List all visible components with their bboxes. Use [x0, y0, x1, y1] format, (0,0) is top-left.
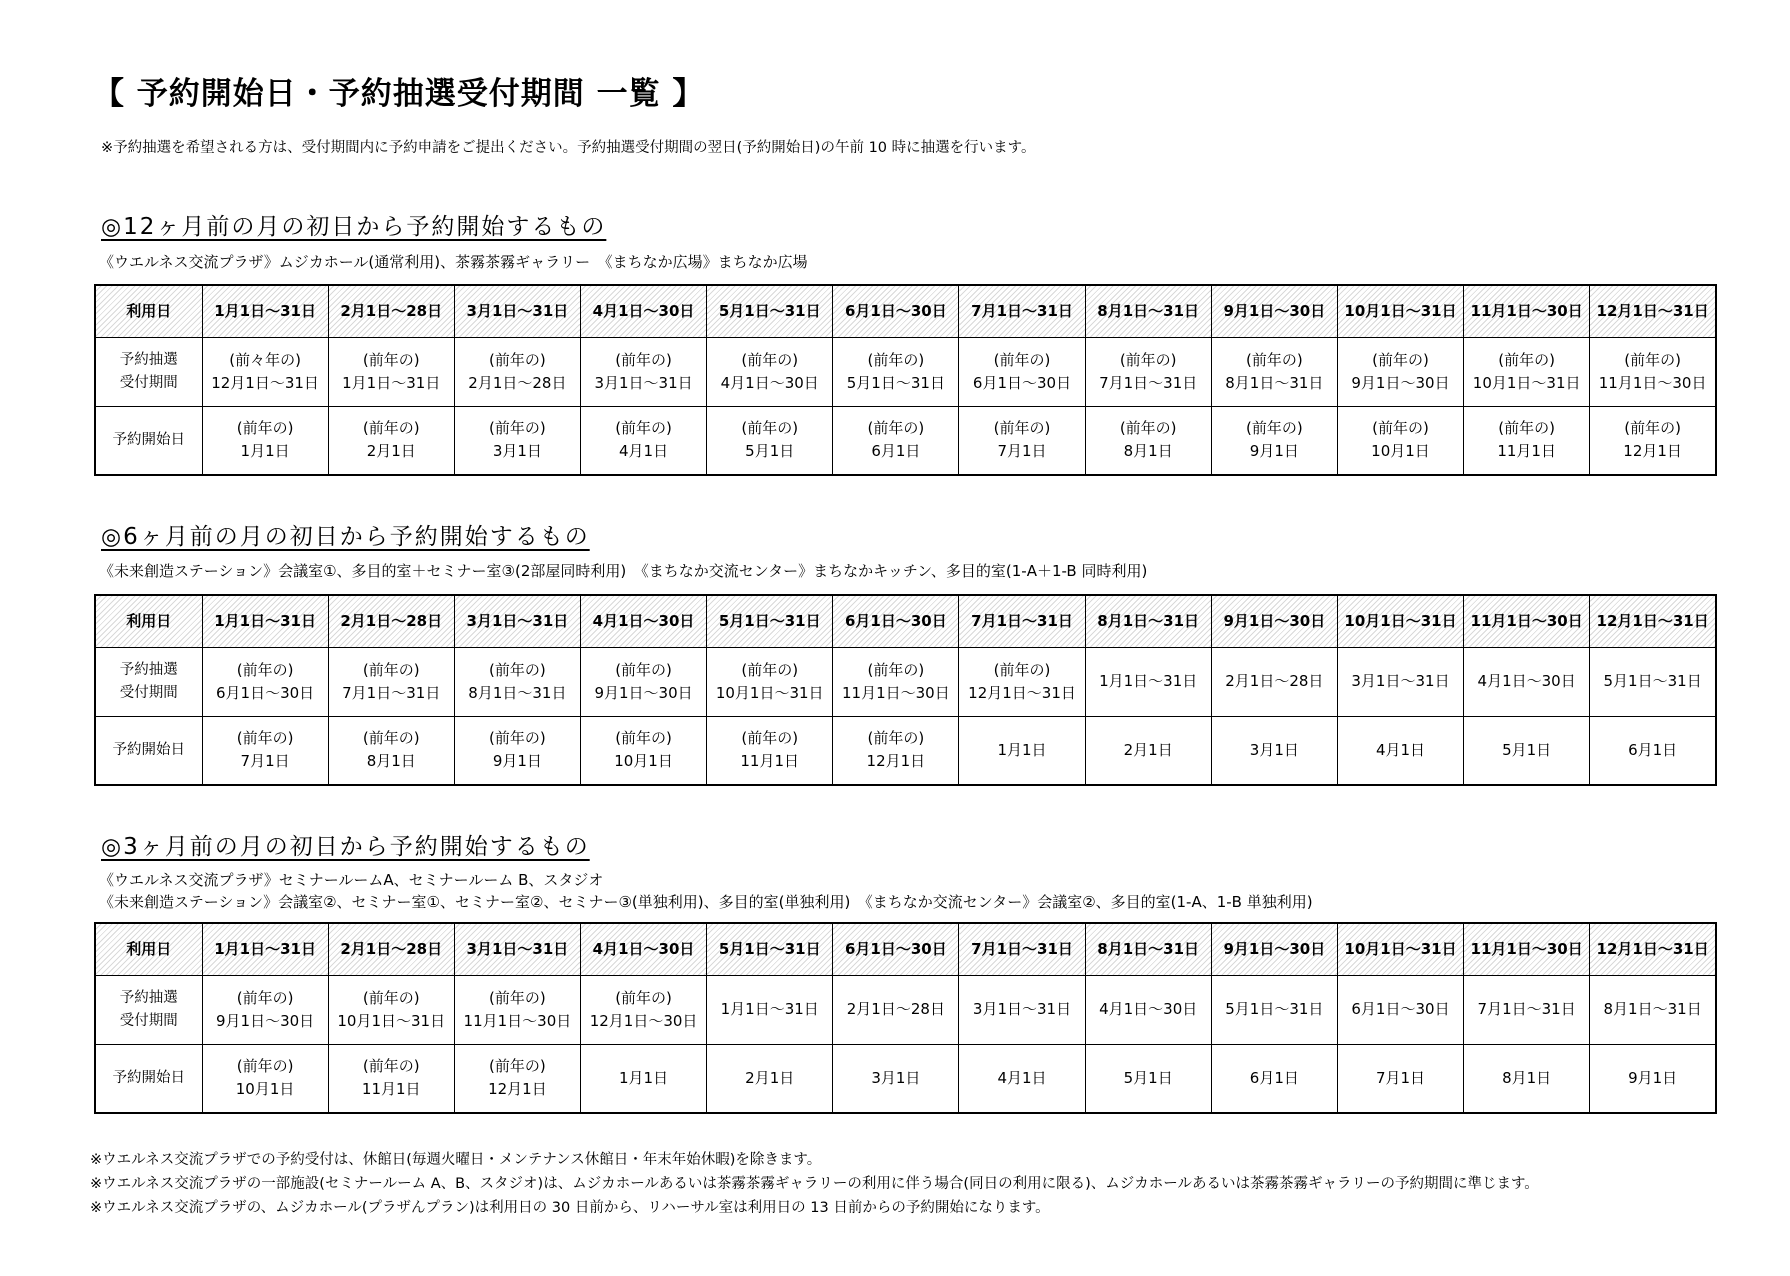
lottery-period-cell [959, 975, 1085, 1044]
cell-line: (前年の) [1624, 350, 1681, 369]
usage-date-cell: 8月1日～31日 [1085, 595, 1211, 647]
start-date-cell [1337, 1044, 1463, 1113]
lottery-period-cell [707, 975, 833, 1044]
usage-date-cell: 2月1日～28日 [328, 285, 454, 337]
usage-date-cell: 11月1日～30日 [1464, 923, 1590, 975]
cell-line: 6月1日～30日 [972, 373, 1072, 392]
start-date-cell [1337, 716, 1463, 785]
usage-date-cell: 7月1日～31日 [959, 923, 1085, 975]
cell-line: 予約抽選 [119, 351, 178, 368]
cell-line: 6月1日～30日 [1351, 1000, 1450, 1018]
cell-line: 4月1日～30日 [720, 373, 819, 392]
cell-line: 6月1日 [1628, 740, 1678, 759]
usage-date-cell: 2月1日～28日 [328, 595, 454, 647]
cell-line: (前年の) [615, 660, 672, 679]
section-heading-12-months: ◎12ヶ月前の月の初日から予約開始するもの [101, 214, 607, 240]
cell-line: 12月1日～31日 [211, 373, 319, 392]
usage-date-cell: 8月1日～31日 [1085, 285, 1211, 337]
usage-date-cell: 11月1日～30日 [1464, 595, 1590, 647]
cell-line: 5月1日 [1123, 1068, 1173, 1087]
usage-date-cell: 12月1日～31日 [1590, 285, 1716, 337]
lottery-period-cell [1464, 975, 1590, 1044]
lottery-period-row [95, 975, 1716, 1044]
cell-line: 5月1日～31日 [1225, 1000, 1324, 1018]
lottery-period-cell [707, 337, 833, 406]
cell-line: 6月1日 [1249, 1068, 1299, 1087]
lottery-period-cell [202, 337, 328, 406]
cell-line: (前年の) [1372, 350, 1429, 369]
cell-line: 予約抽選 [119, 661, 178, 678]
footnotes [90, 1148, 1539, 1220]
cell-line: 2月1日 [366, 442, 416, 461]
cell-line: 4月1日～30日 [1477, 672, 1576, 690]
lottery-period-cell [580, 975, 706, 1044]
lottery-period-cell [1590, 975, 1716, 1044]
lottery-period-cell [1211, 647, 1337, 716]
cell-line: 5月1日 [745, 442, 795, 461]
cell-line: (前年の) [1372, 419, 1429, 438]
cell-line: (前年の) [362, 1057, 420, 1076]
usage-date-cell: 3月1日～31日 [454, 595, 580, 647]
cell-line: (前年の) [362, 988, 420, 1007]
usage-date-cell: 9月1日～30日 [1211, 923, 1337, 975]
lottery-note: ※予約抽選を希望される方は、受付期間内に予約申請をご提出ください。予約抽選受付期間の翌日(予約開始日)の午前 10 時に抽選を行います。 [101, 140, 1036, 156]
start-date-cell [202, 1044, 328, 1113]
cell-line: 2月1日 [745, 1068, 795, 1087]
cell-line: (前々年の) [229, 350, 301, 369]
start-date-cell [1211, 1044, 1337, 1113]
usage-date-cell: 7月1日～31日 [959, 285, 1085, 337]
section-heading-6-months: ◎6ヶ月前の月の初日から予約開始するもの [101, 524, 590, 550]
cell-line: 1月1日 [240, 442, 290, 461]
lottery-period-cell [1590, 647, 1716, 716]
cell-line: (前年の) [489, 660, 546, 679]
lottery-period-cell [1464, 337, 1590, 406]
lottery-period-cell [580, 337, 706, 406]
row-label-start: 予約開始日 [95, 716, 202, 785]
footnote: ※ウエルネス交流プラザでの予約受付は、休館日(毎週火曜日・メンテナンス休館日・年末年始休暇)を除きます。 [90, 1152, 822, 1168]
cell-line: 9月1日 [1628, 1068, 1678, 1087]
cell-line: (前年の) [615, 419, 672, 438]
cell-line: (前年の) [489, 419, 546, 438]
lottery-period-cell [959, 337, 1085, 406]
usage-date-cell: 4月1日～30日 [580, 923, 706, 975]
cell-line: 予約抽選 [119, 989, 178, 1006]
cell-line: 1月1日～31日 [720, 1000, 819, 1018]
start-date-cell [1211, 406, 1337, 475]
usage-date-cell: 7月1日～31日 [959, 595, 1085, 647]
start-date-row [95, 716, 1716, 785]
cell-line: (前年の) [1119, 419, 1177, 438]
cell-line: (前年の) [1119, 350, 1177, 369]
cell-line: 4月1日～30日 [1099, 1000, 1198, 1018]
start-date-cell [707, 716, 833, 785]
cell-line: 7月1日～31日 [1477, 1000, 1576, 1018]
start-date-cell [1211, 716, 1337, 785]
lottery-period-cell [959, 647, 1085, 716]
row-label-lottery [95, 975, 202, 1044]
facility-line: 《ウエルネス交流プラザ》ムジカホール(通常利用)、茶霧茶霧ギャラリー 《まちなか広場》まちなか広場 [99, 253, 808, 271]
usage-date-cell: 8月1日～31日 [1085, 923, 1211, 975]
facility-line: 《未来創造ステーション》会議室②、セミナー室①、セミナー室②、セミナー③(単独利用)、多目的室(単独利用) 《まちなか交流センター》会議室②、多目的室(1-A、1-B 単独利用) [99, 893, 1313, 911]
lottery-period-cell [1211, 337, 1337, 406]
cell-line: 受付期間 [119, 684, 178, 701]
lottery-period-cell [328, 337, 454, 406]
cell-line: 4月1日 [619, 442, 669, 461]
cell-line: 7月1日 [997, 442, 1047, 461]
row-label-start: 予約開始日 [95, 1044, 202, 1113]
schedule-table-12-months [94, 284, 1717, 476]
cell-line: (前年の) [867, 350, 925, 369]
row-label-usage: 利用日 [95, 923, 202, 975]
cell-line: 8月1日～31日 [1225, 373, 1324, 392]
schedule-table-6-months [94, 594, 1717, 786]
lottery-period-cell [454, 647, 580, 716]
cell-line: 3月1日～31日 [1351, 672, 1450, 690]
lottery-period-cell [833, 975, 959, 1044]
cell-line: 7月1日 [240, 752, 290, 771]
cell-line: (前年の) [867, 419, 925, 438]
start-date-cell [580, 716, 706, 785]
cell-line: 1月1日 [997, 740, 1047, 759]
start-date-cell [1337, 406, 1463, 475]
cell-line: 10月1日 [614, 752, 673, 771]
start-date-cell [1464, 716, 1590, 785]
lottery-period-cell [580, 647, 706, 716]
cell-line: 7月1日～31日 [342, 683, 441, 702]
cell-line: 7月1日～31日 [1099, 373, 1198, 392]
cell-line: (前年の) [362, 419, 420, 438]
cell-line: (前年の) [236, 1057, 294, 1076]
start-date-cell [707, 1044, 833, 1113]
cell-line: 3月1日 [871, 1068, 921, 1087]
cell-line: 受付期間 [119, 1012, 178, 1029]
start-date-cell [328, 406, 454, 475]
start-date-cell [1590, 1044, 1716, 1113]
lottery-period-cell [1211, 975, 1337, 1044]
cell-line: (前年の) [1245, 419, 1303, 438]
cell-line: (前年の) [741, 350, 799, 369]
cell-line: (前年の) [1245, 350, 1303, 369]
cell-line: 3月1日 [1249, 740, 1299, 759]
cell-line: 6月1日～30日 [215, 683, 315, 702]
cell-line: 8月1日～31日 [468, 683, 567, 702]
start-date-cell [1085, 716, 1211, 785]
cell-line: 2月1日～28日 [846, 1000, 945, 1018]
cell-line: (前年の) [867, 660, 925, 679]
cell-line: (前年の) [1498, 350, 1555, 369]
usage-date-cell: 9月1日～30日 [1211, 285, 1337, 337]
row-label-start: 予約開始日 [95, 406, 202, 475]
start-date-cell [707, 406, 833, 475]
row-label-lottery [95, 337, 202, 406]
lottery-period-cell [454, 975, 580, 1044]
cell-line: 9月1日 [492, 752, 542, 771]
usage-date-cell: 1月1日～31日 [202, 923, 328, 975]
lottery-period-cell [202, 647, 328, 716]
start-date-cell [1085, 1044, 1211, 1113]
usage-date-cell: 10月1日～31日 [1337, 923, 1463, 975]
start-date-row [95, 1044, 1716, 1113]
footnote: ※ウエルネス交流プラザの、ムジカホール(プラザんプラン)は利用日の 30 日前から、リハーサル室は利用日の 13 日前からの予約開始になります。 [90, 1200, 1050, 1216]
lottery-period-cell [1337, 337, 1463, 406]
cell-line: 9月1日 [1249, 442, 1299, 461]
start-date-cell [1464, 1044, 1590, 1113]
lottery-period-cell [1085, 975, 1211, 1044]
cell-line: 2月1日～28日 [1225, 672, 1324, 690]
cell-line: 1月1日～31日 [1099, 672, 1198, 690]
usage-date-row [95, 285, 1716, 337]
lottery-period-cell [707, 647, 833, 716]
usage-date-row [95, 595, 1716, 647]
lottery-period-cell [1085, 337, 1211, 406]
cell-line: 8月1日 [1502, 1068, 1552, 1087]
usage-date-cell: 10月1日～31日 [1337, 595, 1463, 647]
cell-line: 8月1日 [1123, 442, 1173, 461]
facility-line: 《ウエルネス交流プラザ》セミナールームA、セミナールーム B、スタジオ [99, 871, 604, 889]
cell-line: 12月1日～31日 [968, 683, 1076, 702]
cell-line: 4月1日 [1375, 740, 1426, 759]
section-heading-3-months: ◎3ヶ月前の月の初日から予約開始するもの [101, 834, 590, 860]
cell-line: (前年の) [741, 729, 799, 748]
usage-date-cell: 12月1日～31日 [1590, 595, 1716, 647]
lottery-period-cell [1337, 647, 1463, 716]
cell-line: (前年の) [489, 729, 546, 748]
start-date-cell [328, 716, 454, 785]
cell-line: 受付期間 [119, 374, 178, 391]
lottery-period-cell [202, 975, 328, 1044]
cell-line: (前年の) [236, 729, 294, 748]
schedule-table-3-months [94, 922, 1717, 1114]
start-date-cell [580, 406, 706, 475]
usage-date-cell: 6月1日～30日 [833, 285, 959, 337]
cell-line: 11月1日～30日 [463, 1011, 572, 1030]
start-date-cell [1590, 716, 1716, 785]
row-label-usage: 利用日 [95, 285, 202, 337]
lottery-period-cell [454, 337, 580, 406]
lottery-period-cell [833, 337, 959, 406]
cell-line: (前年の) [236, 419, 294, 438]
cell-line: 12月1日 [866, 752, 926, 771]
usage-date-cell: 3月1日～31日 [454, 285, 580, 337]
cell-line: 9月1日～30日 [215, 1011, 315, 1030]
start-date-cell [454, 716, 580, 785]
usage-date-cell: 6月1日～30日 [833, 923, 959, 975]
section-facilities-6-months [99, 560, 1147, 582]
cell-line: 5月1日 [1502, 740, 1552, 759]
cell-line: (前年の) [741, 419, 799, 438]
usage-date-cell: 3月1日～31日 [454, 923, 580, 975]
start-date-cell [328, 1044, 454, 1113]
cell-line: 11月1日～30日 [1598, 373, 1707, 392]
start-date-cell [1590, 406, 1716, 475]
cell-line: (前年の) [362, 350, 420, 369]
row-label-usage: 利用日 [95, 595, 202, 647]
start-date-cell [1464, 406, 1590, 475]
usage-date-cell: 9月1日～30日 [1211, 595, 1337, 647]
cell-line: 6月1日 [871, 442, 921, 461]
usage-date-cell: 11月1日～30日 [1464, 285, 1590, 337]
usage-date-cell: 1月1日～31日 [202, 285, 328, 337]
cell-line: 10月1日～31日 [715, 683, 824, 702]
section-facilities-12-months [99, 251, 808, 273]
cell-line: 12月1日 [1623, 442, 1682, 461]
usage-date-cell: 6月1日～30日 [833, 595, 959, 647]
lottery-period-cell [1085, 647, 1211, 716]
cell-line: 3月1日 [492, 442, 542, 461]
cell-line: (前年の) [993, 660, 1051, 679]
lottery-period-cell [328, 975, 454, 1044]
start-date-cell [454, 1044, 580, 1113]
cell-line: 12月1日 [488, 1080, 547, 1099]
lottery-period-row [95, 647, 1716, 716]
cell-line: (前年の) [1498, 419, 1555, 438]
cell-line: (前年の) [615, 729, 672, 748]
cell-line: 12月1日～30日 [589, 1011, 698, 1030]
cell-line: (前年の) [236, 660, 294, 679]
lottery-period-cell [1337, 975, 1463, 1044]
cell-line: (前年の) [867, 729, 925, 748]
cell-line: (前年の) [615, 350, 672, 369]
cell-line: (前年の) [993, 350, 1051, 369]
cell-line: (前年の) [489, 988, 546, 1007]
cell-line: 2月1日～28日 [468, 373, 567, 392]
cell-line: (前年の) [362, 729, 420, 748]
row-label-lottery [95, 647, 202, 716]
cell-line: 3月1日～31日 [972, 1000, 1072, 1018]
start-date-row [95, 406, 1716, 475]
cell-line: 11月1日 [1497, 442, 1556, 461]
start-date-cell [959, 1044, 1085, 1113]
start-date-cell [959, 406, 1085, 475]
lottery-period-cell [833, 647, 959, 716]
cell-line: 10月1日 [235, 1080, 295, 1099]
cell-line: 11月1日 [361, 1080, 421, 1099]
cell-line: (前年の) [236, 988, 294, 1007]
cell-line: 5月1日～31日 [1603, 672, 1702, 690]
start-date-cell [580, 1044, 706, 1113]
usage-date-cell: 5月1日～31日 [707, 595, 833, 647]
cell-line: 11月1日 [740, 752, 800, 771]
facility-line: 《未来創造ステーション》会議室①、多目的室＋セミナー室③(2部屋同時利用) 《まちなか交流センター》まちなかキッチン、多目的室(1-A＋1-B 同時利用) [99, 562, 1148, 580]
usage-date-cell: 4月1日～30日 [580, 285, 706, 337]
usage-date-cell: 2月1日～28日 [328, 923, 454, 975]
cell-line: 10月1日 [1371, 442, 1430, 461]
cell-line: 2月1日 [1123, 740, 1173, 759]
start-date-cell [202, 406, 328, 475]
cell-line: 3月1日～31日 [594, 373, 693, 392]
footnote: ※ウエルネス交流プラザの一部施設(セミナールーム A、B、スタジオ)は、ムジカホールあるいは茶霧茶霧ギャラリーの利用に伴う場合(同日の利用に限る)、ムジカホールあるいは茶霧茶霧ギャラリーの予約期間に準じます。 [90, 1176, 1539, 1192]
lottery-period-cell [1590, 337, 1716, 406]
cell-line: (前年の) [741, 660, 799, 679]
cell-line: 7月1日 [1375, 1068, 1426, 1087]
cell-line: 1月1日～31日 [342, 373, 441, 392]
cell-line: 8月1日 [366, 752, 416, 771]
start-date-cell [833, 406, 959, 475]
start-date-cell [454, 406, 580, 475]
start-date-cell [202, 716, 328, 785]
cell-line: 5月1日～31日 [846, 373, 945, 392]
start-date-cell [1085, 406, 1211, 475]
start-date-cell [833, 1044, 959, 1113]
lottery-period-cell [1464, 647, 1590, 716]
lottery-period-row [95, 337, 1716, 406]
cell-line: 10月1日～31日 [1472, 373, 1581, 392]
usage-date-row [95, 923, 1716, 975]
usage-date-cell: 5月1日～31日 [707, 923, 833, 975]
cell-line: (前年の) [489, 1057, 546, 1076]
cell-line: 4月1日 [997, 1068, 1047, 1087]
cell-line: 1月1日 [619, 1068, 669, 1087]
cell-line: 10月1日～31日 [337, 1011, 446, 1030]
cell-line: (前年の) [1624, 419, 1681, 438]
usage-date-cell: 10月1日～31日 [1337, 285, 1463, 337]
cell-line: 11月1日～30日 [842, 683, 950, 702]
usage-date-cell: 1月1日～31日 [202, 595, 328, 647]
section-facilities-3-months [99, 869, 1313, 913]
usage-date-cell: 12月1日～31日 [1590, 923, 1716, 975]
cell-line: 9月1日～30日 [1351, 373, 1450, 392]
page-title: 【 予約開始日・予約抽選受付期間 一覧 】 [93, 76, 705, 112]
cell-line: (前年の) [993, 419, 1051, 438]
cell-line: (前年の) [489, 350, 546, 369]
start-date-cell [959, 716, 1085, 785]
cell-line: 9月1日～30日 [594, 683, 693, 702]
usage-date-cell: 5月1日～31日 [707, 285, 833, 337]
cell-line: 8月1日～31日 [1603, 1000, 1702, 1018]
usage-date-cell: 4月1日～30日 [580, 595, 706, 647]
lottery-period-cell [328, 647, 454, 716]
start-date-cell [833, 716, 959, 785]
cell-line: (前年の) [615, 988, 672, 1007]
cell-line: (前年の) [362, 660, 420, 679]
